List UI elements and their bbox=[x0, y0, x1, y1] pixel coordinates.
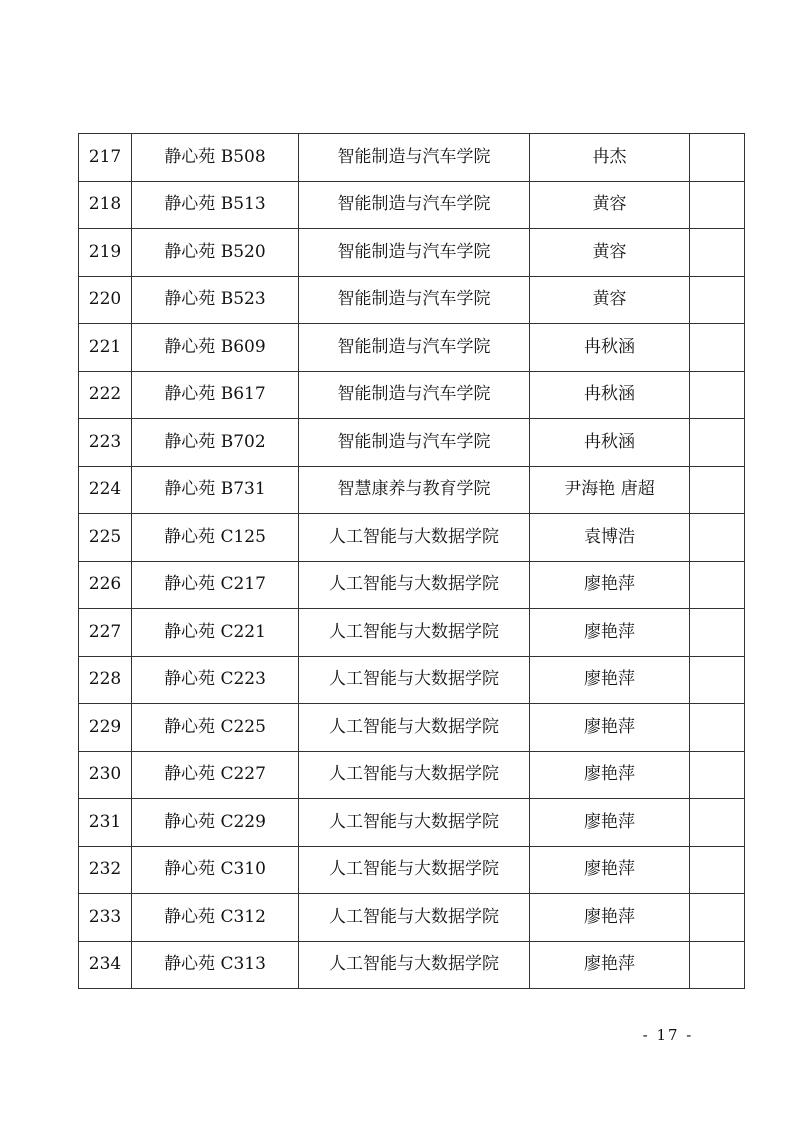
room-cell: 静心苑 B609 bbox=[132, 324, 299, 372]
college-cell: 人工智能与大数据学院 bbox=[299, 751, 530, 799]
note-cell bbox=[690, 941, 745, 989]
note-cell bbox=[690, 466, 745, 514]
note-cell bbox=[690, 561, 745, 609]
row-number-cell: 233 bbox=[79, 894, 132, 942]
table-row bbox=[79, 751, 745, 799]
row-number-cell: 226 bbox=[79, 561, 132, 609]
page-number: - 17 - bbox=[642, 1026, 694, 1044]
room-cell: 静心苑 B702 bbox=[132, 419, 299, 467]
person-cell: 尹海艳 唐超 bbox=[530, 466, 690, 514]
room-cell: 静心苑 C227 bbox=[132, 751, 299, 799]
college-cell: 智能制造与汽车学院 bbox=[299, 324, 530, 372]
person-cell: 黄容 bbox=[530, 276, 690, 324]
table-row bbox=[79, 419, 745, 467]
note-cell bbox=[690, 704, 745, 752]
table-row bbox=[79, 561, 745, 609]
college-cell: 人工智能与大数据学院 bbox=[299, 609, 530, 657]
room-cell: 静心苑 C225 bbox=[132, 704, 299, 752]
note-cell bbox=[690, 894, 745, 942]
college-cell: 人工智能与大数据学院 bbox=[299, 561, 530, 609]
note-cell bbox=[690, 656, 745, 704]
college-cell: 人工智能与大数据学院 bbox=[299, 894, 530, 942]
college-cell: 人工智能与大数据学院 bbox=[299, 514, 530, 562]
table-row bbox=[79, 466, 745, 514]
college-cell: 人工智能与大数据学院 bbox=[299, 941, 530, 989]
note-cell bbox=[690, 514, 745, 562]
person-cell: 冉杰 bbox=[530, 134, 690, 182]
person-cell: 廖艳萍 bbox=[530, 656, 690, 704]
table-row bbox=[79, 229, 745, 277]
note-cell bbox=[690, 846, 745, 894]
row-number-cell: 225 bbox=[79, 514, 132, 562]
college-cell: 人工智能与大数据学院 bbox=[299, 799, 530, 847]
note-cell bbox=[690, 751, 745, 799]
room-cell: 静心苑 C313 bbox=[132, 941, 299, 989]
person-cell: 廖艳萍 bbox=[530, 751, 690, 799]
row-number-cell: 230 bbox=[79, 751, 132, 799]
note-cell bbox=[690, 371, 745, 419]
room-cell: 静心苑 C223 bbox=[132, 656, 299, 704]
room-cell: 静心苑 C221 bbox=[132, 609, 299, 657]
college-cell: 智能制造与汽车学院 bbox=[299, 181, 530, 229]
room-cell: 静心苑 C310 bbox=[132, 846, 299, 894]
room-cell: 静心苑 B731 bbox=[132, 466, 299, 514]
college-cell: 人工智能与大数据学院 bbox=[299, 704, 530, 752]
room-cell: 静心苑 C125 bbox=[132, 514, 299, 562]
room-cell: 静心苑 C312 bbox=[132, 894, 299, 942]
table-row bbox=[79, 134, 745, 182]
person-cell: 冉秋涵 bbox=[530, 324, 690, 372]
college-cell: 人工智能与大数据学院 bbox=[299, 656, 530, 704]
table-row bbox=[79, 514, 745, 562]
table-row bbox=[79, 181, 745, 229]
room-cell: 静心苑 B523 bbox=[132, 276, 299, 324]
college-cell: 智慧康养与教育学院 bbox=[299, 466, 530, 514]
person-cell: 廖艳萍 bbox=[530, 704, 690, 752]
note-cell bbox=[690, 229, 745, 277]
person-cell: 廖艳萍 bbox=[530, 609, 690, 657]
table-row bbox=[79, 799, 745, 847]
person-cell: 冉秋涵 bbox=[530, 419, 690, 467]
row-number-cell: 232 bbox=[79, 846, 132, 894]
person-cell: 黄容 bbox=[530, 229, 690, 277]
table-row bbox=[79, 846, 745, 894]
table-body bbox=[79, 134, 745, 989]
table-row bbox=[79, 324, 745, 372]
row-number-cell: 219 bbox=[79, 229, 132, 277]
row-number-cell: 223 bbox=[79, 419, 132, 467]
person-cell: 廖艳萍 bbox=[530, 799, 690, 847]
room-cell: 静心苑 C217 bbox=[132, 561, 299, 609]
room-cell: 静心苑 B513 bbox=[132, 181, 299, 229]
row-number-cell: 229 bbox=[79, 704, 132, 752]
college-cell: 人工智能与大数据学院 bbox=[299, 846, 530, 894]
row-number-cell: 228 bbox=[79, 656, 132, 704]
person-cell: 廖艳萍 bbox=[530, 846, 690, 894]
row-number-cell: 227 bbox=[79, 609, 132, 657]
note-cell bbox=[690, 324, 745, 372]
row-number-cell: 234 bbox=[79, 941, 132, 989]
college-cell: 智能制造与汽车学院 bbox=[299, 276, 530, 324]
note-cell bbox=[690, 799, 745, 847]
note-cell bbox=[690, 609, 745, 657]
room-cell: 静心苑 B617 bbox=[132, 371, 299, 419]
table-row bbox=[79, 276, 745, 324]
person-cell: 廖艳萍 bbox=[530, 894, 690, 942]
dormitory-table bbox=[78, 133, 745, 989]
person-cell: 廖艳萍 bbox=[530, 941, 690, 989]
row-number-cell: 221 bbox=[79, 324, 132, 372]
table-row bbox=[79, 371, 745, 419]
note-cell bbox=[690, 419, 745, 467]
college-cell: 智能制造与汽车学院 bbox=[299, 419, 530, 467]
row-number-cell: 222 bbox=[79, 371, 132, 419]
row-number-cell: 220 bbox=[79, 276, 132, 324]
note-cell bbox=[690, 134, 745, 182]
table-row bbox=[79, 656, 745, 704]
row-number-cell: 218 bbox=[79, 181, 132, 229]
table-row bbox=[79, 609, 745, 657]
college-cell: 智能制造与汽车学院 bbox=[299, 134, 530, 182]
row-number-cell: 224 bbox=[79, 466, 132, 514]
table-row bbox=[79, 704, 745, 752]
note-cell bbox=[690, 276, 745, 324]
college-cell: 智能制造与汽车学院 bbox=[299, 371, 530, 419]
college-cell: 智能制造与汽车学院 bbox=[299, 229, 530, 277]
person-cell: 黄容 bbox=[530, 181, 690, 229]
row-number-cell: 217 bbox=[79, 134, 132, 182]
person-cell: 廖艳萍 bbox=[530, 561, 690, 609]
person-cell: 冉秋涵 bbox=[530, 371, 690, 419]
person-cell: 袁博浩 bbox=[530, 514, 690, 562]
room-cell: 静心苑 B520 bbox=[132, 229, 299, 277]
row-number-cell: 231 bbox=[79, 799, 132, 847]
room-cell: 静心苑 B508 bbox=[132, 134, 299, 182]
table-row bbox=[79, 941, 745, 989]
room-cell: 静心苑 C229 bbox=[132, 799, 299, 847]
table-row bbox=[79, 894, 745, 942]
note-cell bbox=[690, 181, 745, 229]
